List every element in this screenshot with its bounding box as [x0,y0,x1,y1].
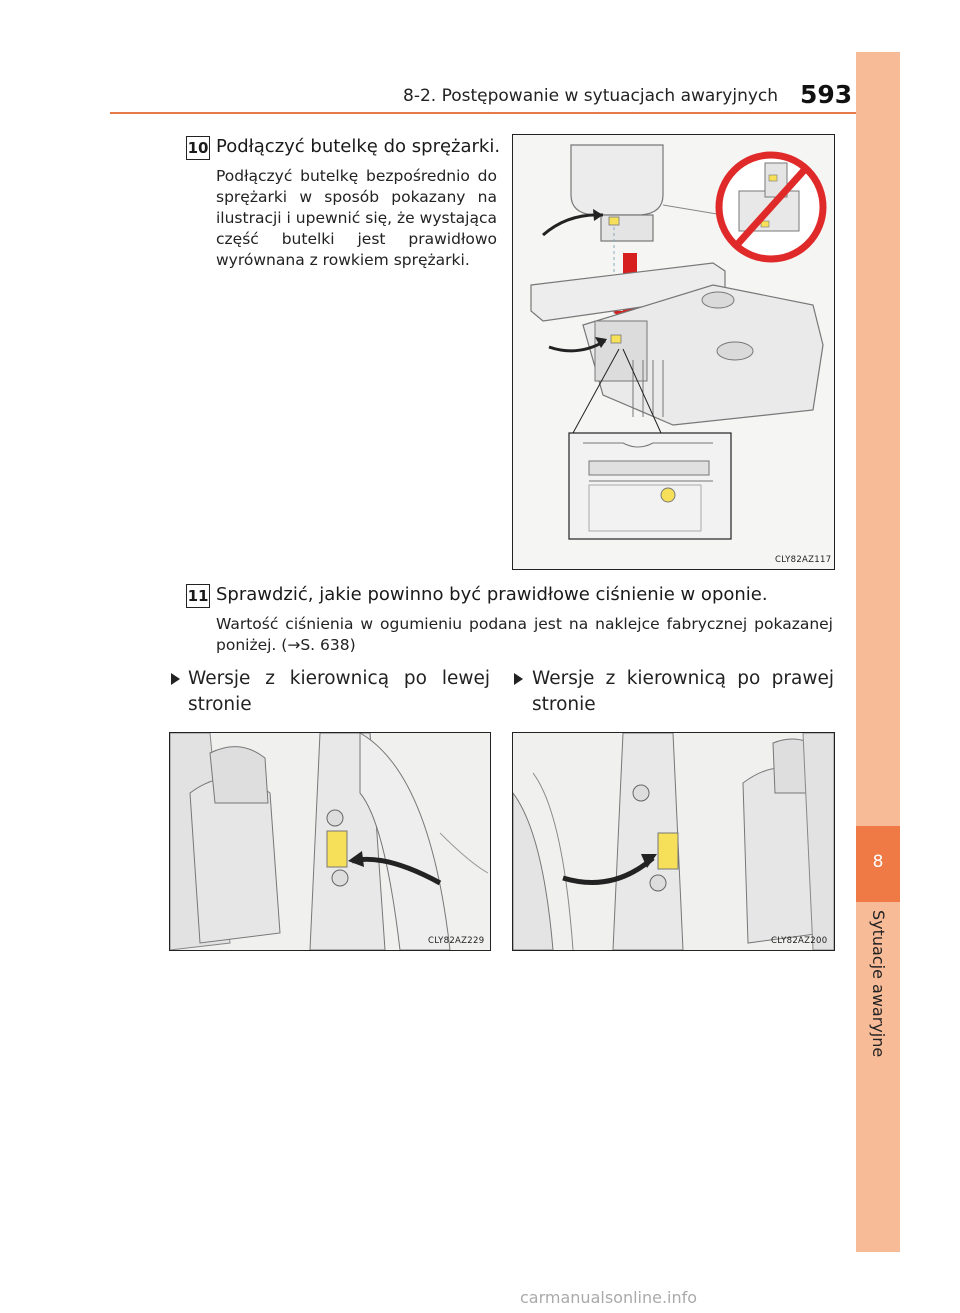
door-label-illustration-left [170,733,490,950]
step-body-10: Podłączyć butelkę bezpośrednio do sprężarki w sposób pokazany na ilustracji i upewnić się, że wystająca część butelki jest prawidłowo wyrównana z rowkiem sprężarki. [216,167,497,269]
door-figure-left [169,732,491,951]
figure-code-200: CLY82AZ200 [771,936,828,946]
chapter-label: Sytuacje awaryjne [869,910,888,1058]
step-title-10: Podłączyć butelkę do sprężarki. [216,136,501,157]
figure-code-229: CLY82AZ229 [428,936,485,946]
variant-label-left: Wersje z kierownicą po lewej stronie [188,668,490,715]
step-number-10: 10 [186,136,210,160]
figure-code-117: CLY82AZ117 [775,555,832,565]
chapter-number: 8 [872,852,884,872]
step-number-11: 11 [186,584,210,608]
watermark: carmanualsonline.info [520,1288,698,1307]
bullet-triangle-icon [171,673,180,685]
page-number: 593 [800,80,853,109]
variant-label-right: Wersje z kierownicą po prawej stronie [532,668,834,715]
compressor-illustration [513,135,834,569]
bullet-triangle-icon [514,673,523,685]
compressor-figure [512,134,835,570]
door-label-illustration-right [513,733,834,950]
step-body-11: Wartość ciśnienia w ogumieniu podana jest na naklejce fabrycznej pokazanej poniżej. (→S. 638) [216,615,833,654]
header-rule [110,112,900,114]
step-title-11: Sprawdzić, jakie powinno być prawidłowe ciśnienie w oponie. [216,584,768,605]
side-tab [856,52,900,1252]
section-title: 8-2. Postępowanie w sytuacjach awaryjnych [403,86,779,106]
door-figure-right [512,732,835,951]
